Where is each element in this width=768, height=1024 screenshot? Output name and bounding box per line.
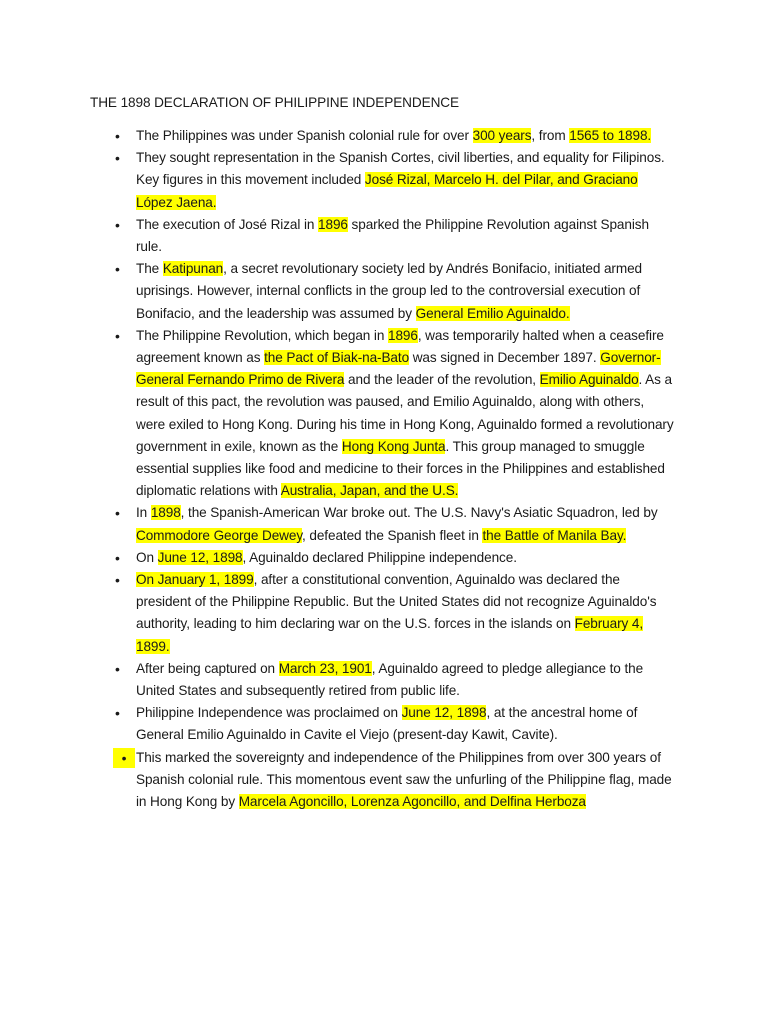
- highlighted-text: March 23, 1901: [278, 660, 372, 676]
- body-text: sparked the Philippine Revolution against Spanish rule.: [136, 216, 649, 255]
- highlighted-text: June 12, 1898: [157, 549, 243, 565]
- bullet-dot-icon: •: [115, 128, 120, 144]
- body-text: , a secret revolutionary society led by Andrés Bonifacio, initiated armed uprisings. However, internal conflicts in the group led to the controversial execution of Bonifacio, and the leadership was assumed by: [136, 261, 642, 321]
- body-text: , Aguinaldo declared Philippine independence.: [242, 549, 517, 565]
- bullet-item: [115, 258, 676, 325]
- highlighted-text: June 12, 1898: [401, 705, 487, 721]
- highlighted-text: the Pact of Biak-na-Bato: [264, 350, 410, 366]
- body-text: . As a result of this pact, the revolution was paused, and Emilio Aguinaldo, along with others, were exiled to Hong Kong. During his time in Hong Kong, Aguinaldo formed a revolutionary government in exile, known as the: [136, 372, 674, 454]
- highlighted-text: Australia, Japan, and the U.S.: [280, 483, 459, 499]
- bullet-item: [115, 547, 676, 569]
- highlighted-text: 1898: [150, 505, 181, 521]
- body-text: , at the ancestral home of General Emilio Aguinaldo in Cavite el Viejo (present-day Kawit, Cavite).: [136, 705, 638, 743]
- highlighted-text: Emilio Aguinaldo: [539, 372, 639, 388]
- page-title: THE 1898 DECLARATION OF PHILIPPINE INDEPENDENCE: [90, 95, 459, 110]
- bullet-item: [115, 702, 676, 746]
- bullet-dot-icon: •: [115, 505, 120, 522]
- bullet-item: [115, 147, 676, 214]
- highlighted-text: Commodore George Dewey: [136, 527, 303, 543]
- body-text: The Philippine Revolution, which began in: [136, 327, 388, 343]
- bullet-dot-icon: •: [115, 216, 120, 233]
- bullet-list: [0, 125, 768, 813]
- body-text: , was temporarily halted when a ceasefire agreement known as: [136, 327, 664, 366]
- bullet-dot-icon: •: [115, 572, 120, 589]
- body-text: The Philippines was under Spanish colonial rule for over: [136, 128, 473, 143]
- bullet-item: [115, 502, 676, 546]
- highlighted-text: On January 1, 1899: [136, 572, 254, 588]
- body-text: The execution of José Rizal in: [136, 216, 319, 232]
- bullet-dot-icon: •: [115, 327, 120, 344]
- body-text: After being captured on: [136, 660, 279, 676]
- highlighted-text: Katipunan: [162, 261, 224, 277]
- highlighted-text: 300 years: [472, 128, 532, 143]
- bullet-dot-icon: •: [115, 660, 120, 677]
- bullet-dot-icon: •: [115, 549, 120, 566]
- body-text: On: [136, 549, 158, 565]
- body-text: , the Spanish-American War broke out. The U.S. Navy's Asiatic Squadron, led by: [180, 505, 658, 521]
- bullet-item: [115, 214, 676, 258]
- body-text: was signed in December 1897.: [409, 350, 601, 366]
- bullet-item: [115, 658, 676, 702]
- body-text: Philippine Independence was proclaimed on: [136, 705, 402, 721]
- body-text: . This group managed to smuggle essential supplies like food and medicine to their forces in the Philippines and established diplomatic relations with: [136, 438, 665, 499]
- bullet-dot-icon: •: [115, 261, 120, 278]
- highlighted-text: 1896: [318, 216, 348, 232]
- bullet-item: [115, 325, 676, 503]
- body-text: , defeated the Spanish fleet in: [302, 527, 483, 543]
- bullet-item: [115, 125, 676, 147]
- body-text: and the leader of the revolution,: [344, 372, 540, 388]
- body-text: , after a constitutional convention, Aguinaldo was declared the president of the Philippine Republic. But the United States did not recognize Aguinaldo's authority, leading to him declaring war on the U.S. forces in the islands on: [136, 572, 657, 632]
- highlighted-text: the Battle of Manila Bay.: [482, 527, 627, 543]
- body-text: , from: [531, 128, 570, 143]
- bullet-dot-icon: •: [113, 748, 135, 768]
- highlighted-text: February 4, 1899.: [136, 616, 644, 654]
- highlighted-text: General Emilio Aguinaldo.: [415, 305, 570, 321]
- body-text: , Aguinaldo agreed to pledge allegiance to the United States and subsequently retired from public life.: [136, 660, 644, 699]
- bullet-dot-icon: •: [115, 705, 120, 722]
- body-text: The: [136, 261, 163, 277]
- bullet-item: [115, 569, 676, 658]
- highlighted-text: José Rizal, Marcelo H. del Pilar, and Graciano López Jaena.: [136, 172, 638, 210]
- body-text: This marked the sovereignty and independence of the Philippines from over 300 years of Spanish colonial rule. This momentous event saw the unfurling of the Philippine flag, made in Hong Kong by: [136, 749, 672, 810]
- bullet-dot-icon: •: [115, 150, 120, 167]
- highlighted-text: Governor-General Fernando Primo de Rivera: [136, 350, 661, 388]
- highlighted-text: 1896: [387, 327, 418, 343]
- highlighted-text: 1565 to 1898.: [569, 128, 652, 143]
- highlighted-text: Marcela Agoncillo, Lorenza Agoncillo, and Delfina Herboza: [238, 794, 586, 810]
- body-text: In: [136, 505, 151, 521]
- bullet-item: [121, 747, 676, 814]
- highlighted-text: Hong Kong Junta: [341, 438, 446, 454]
- body-text: They sought representation in the Spanish Cortes, civil liberties, and equality for Filipinos. Key figures in this movement included: [136, 150, 665, 188]
